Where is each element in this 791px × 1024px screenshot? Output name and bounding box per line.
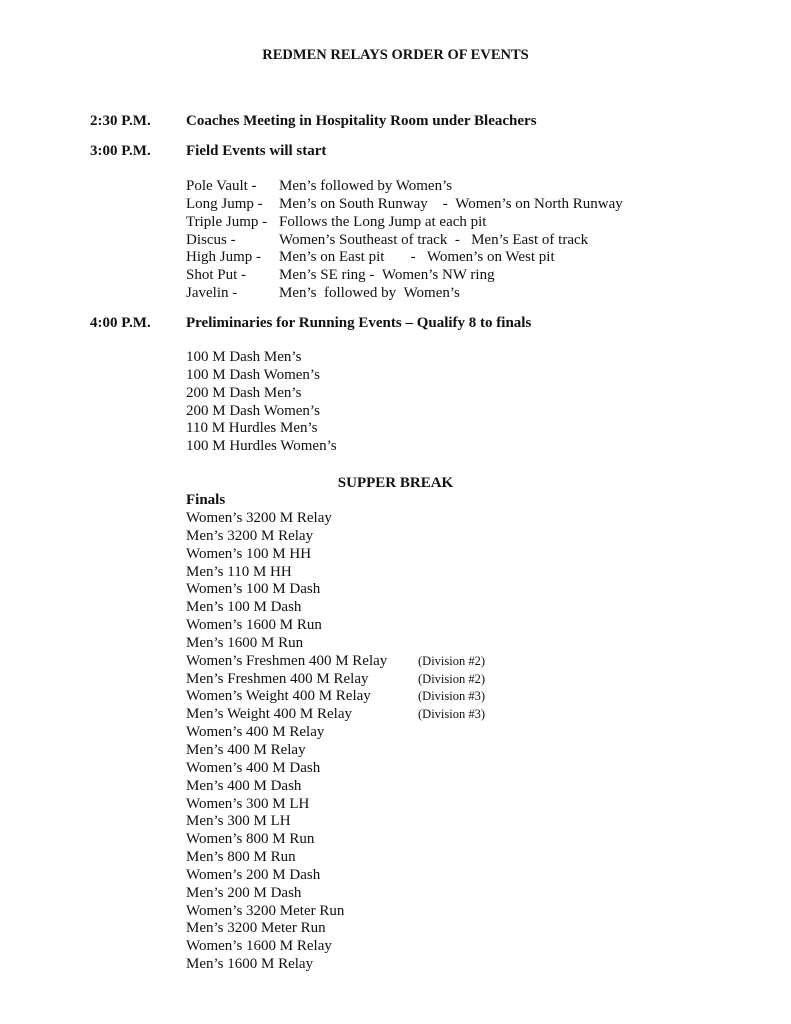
final-event-name: Women’s 1600 M Relay: [186, 938, 332, 955]
final-event-name: Men’s Freshmen 400 M Relay: [186, 670, 369, 687]
field-event-name: High Jump -: [186, 249, 261, 266]
field-event-row: [186, 232, 623, 250]
preliminary-event: 200 M Dash Women’s: [186, 402, 320, 419]
final-event-name: Women’s 3200 M Relay: [186, 510, 332, 526]
preliminary-event: 100 M Dash Women’s: [186, 366, 320, 383]
final-event-row: [186, 813, 485, 831]
field-event-row: [186, 178, 623, 196]
schedule-row-field-events: [90, 143, 326, 160]
final-event-row: [186, 617, 485, 635]
field-event-description: Men’s on South Runway - Women’s on North Runway: [279, 195, 623, 212]
schedule-time: 2:30 P.M.: [90, 113, 151, 129]
final-event-row: [186, 653, 485, 671]
field-event-name: Triple Jump -: [186, 213, 268, 230]
preliminary-event: 100 M Dash Men’s: [186, 349, 302, 365]
final-event-name: Men’s 300 M LH: [186, 813, 291, 830]
preliminaries-list: [186, 349, 337, 456]
final-event-row: [186, 581, 485, 599]
field-event-row: [186, 196, 623, 214]
final-event-row: [186, 528, 485, 546]
final-event-name: Men’s 800 M Run: [186, 849, 296, 866]
final-event-row: [186, 867, 485, 885]
field-event-name: Shot Put -: [186, 267, 247, 284]
preliminary-event: 100 M Hurdles Women’s: [186, 438, 337, 455]
supper-break-heading: SUPPER BREAK: [337, 475, 454, 491]
division-label: (Division #3): [418, 689, 486, 704]
final-event-row: [186, 688, 485, 706]
division-label: (Division #2): [418, 653, 486, 668]
final-event-name: Women’s Weight 400 M Relay: [186, 688, 371, 705]
field-event-row: [186, 249, 623, 267]
final-event-name: Men’s 3200 M Relay: [186, 527, 314, 544]
field-event-description: Women’s Southeast of track - Men’s East of track: [279, 231, 589, 248]
final-event-name: Men’s Weight 400 M Relay: [186, 706, 353, 723]
final-event-row: [186, 849, 485, 867]
final-event-name: Men’s 100 M Dash: [186, 599, 302, 616]
final-event-row: [186, 796, 485, 814]
final-event-row: [186, 706, 485, 724]
preliminary-event: 110 M Hurdles Men’s: [186, 420, 318, 437]
final-event-name: Women’s 100 M HH: [186, 545, 312, 562]
field-event-name: Long Jump -: [186, 195, 263, 212]
final-event-row: [186, 920, 485, 938]
final-event-row: [186, 635, 485, 653]
finals-heading: Finals: [186, 492, 226, 508]
document-title: REDMEN RELAYS ORDER OF EVENTS: [262, 47, 529, 63]
final-event-name: Women’s 200 M Dash: [186, 866, 321, 883]
final-event-name: Men’s 3200 Meter Run: [186, 920, 326, 937]
final-event-name: Men’s 110 M HH: [186, 563, 292, 580]
final-event-name: Men’s 1600 M Run: [186, 634, 304, 651]
schedule-time: 3:00 P.M.: [90, 143, 151, 159]
field-event-row: [186, 267, 623, 285]
final-event-name: Women’s 1600 M Run: [186, 617, 322, 634]
final-event-row: [186, 564, 485, 582]
final-event-row: [186, 885, 485, 903]
final-event-row: [186, 831, 485, 849]
field-event-description: Men’s followed by Women’s: [279, 178, 453, 194]
field-event-name: Pole Vault -: [186, 178, 257, 194]
final-event-row: [186, 956, 485, 974]
final-event-row: [186, 778, 485, 796]
final-event-row: [186, 938, 485, 956]
preliminary-event: 200 M Dash Men’s: [186, 384, 302, 401]
schedule-text: Coaches Meeting in Hospitality Room under Bleachers: [186, 113, 537, 129]
final-event-name: Women’s 300 M LH: [186, 795, 310, 812]
final-event-name: Women’s 400 M Dash: [186, 759, 321, 776]
final-event-row: [186, 599, 485, 617]
field-event-row: [186, 285, 623, 303]
final-event-name: Men’s 1600 M Relay: [186, 956, 314, 973]
schedule-row-coaches-meeting: [90, 113, 537, 130]
field-event-row: [186, 214, 623, 232]
final-event-name: Women’s Freshmen 400 M Relay: [186, 652, 388, 669]
schedule-row-preliminaries: [90, 315, 531, 332]
final-event-row: [186, 903, 485, 921]
field-event-name: Discus -: [186, 231, 236, 248]
final-event-name: Women’s 400 M Relay: [186, 724, 325, 741]
field-event-description: Follows the Long Jump at each pit: [279, 213, 487, 230]
field-event-name: Javelin -: [186, 285, 238, 302]
final-event-row: [186, 546, 485, 564]
schedule-time: 4:00 P.M.: [90, 315, 151, 331]
final-event-name: Men’s 200 M Dash: [186, 884, 302, 901]
schedule-text: Preliminaries for Running Events – Qualify 8 to finals: [186, 315, 532, 331]
final-event-row: [186, 742, 485, 760]
final-event-name: Women’s 3200 Meter Run: [186, 902, 345, 919]
final-event-row: [186, 760, 485, 778]
final-event-name: Men’s 400 M Relay: [186, 741, 306, 758]
final-event-name: Women’s 100 M Dash: [186, 581, 321, 598]
division-label: (Division #2): [418, 671, 486, 686]
field-events-list: [186, 178, 623, 303]
final-event-row: [186, 510, 485, 528]
field-event-description: Men’s SE ring - Women’s NW ring: [279, 267, 495, 284]
final-event-row: [186, 724, 485, 742]
field-event-description: Men’s on East pit - Women’s on West pit: [279, 249, 555, 266]
field-event-description: Men’s followed by Women’s: [279, 285, 460, 302]
final-event-row: [186, 671, 485, 689]
final-event-name: Women’s 800 M Run: [186, 831, 315, 848]
finals-list: [186, 510, 485, 974]
schedule-text: Field Events will start: [186, 143, 327, 159]
division-label: (Division #3): [418, 707, 486, 722]
final-event-name: Men’s 400 M Dash: [186, 777, 302, 794]
